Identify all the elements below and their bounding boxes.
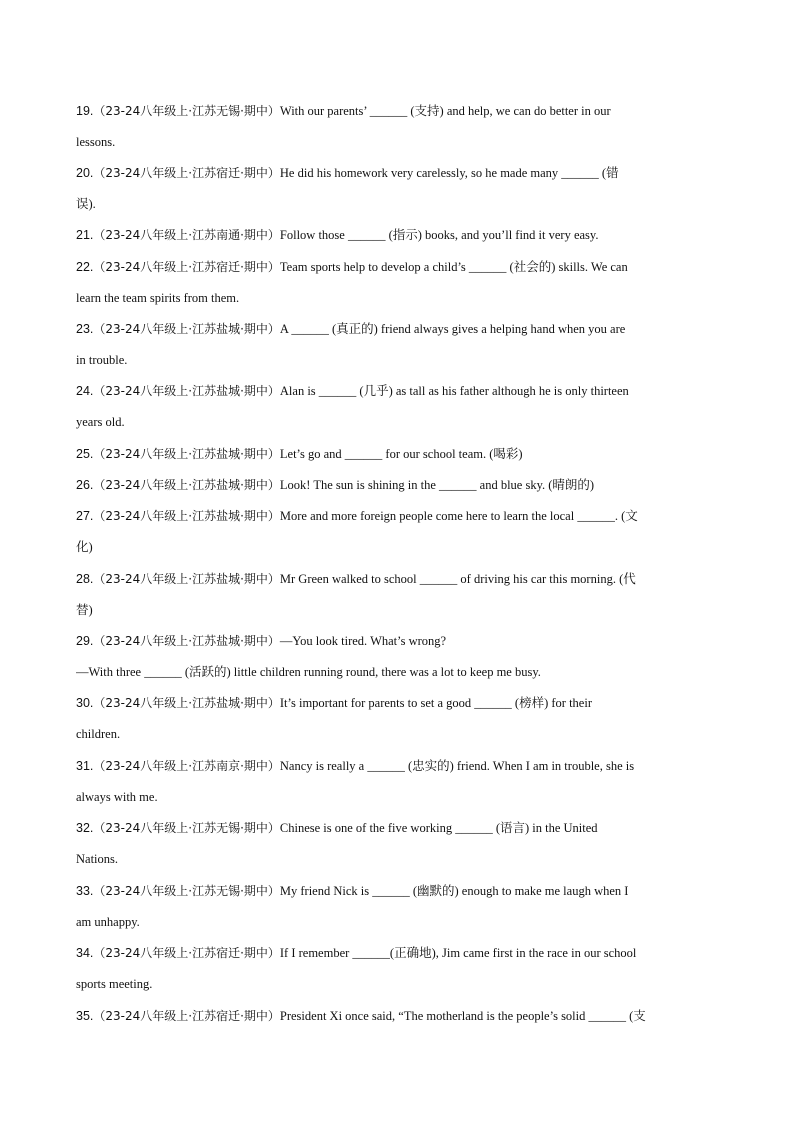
question-text: Team sports help to develop a child’s ______ (社会的) skills. We can [279, 260, 628, 274]
question-line: —With three ______ (活跃的) little children running round, there was a lot to keep me busy. [76, 665, 541, 679]
question-21 [76, 220, 720, 251]
question-27 [76, 501, 720, 563]
question-line [76, 220, 720, 251]
question-line: years old. [76, 415, 125, 429]
question-number: 23. [76, 322, 94, 336]
question-text: —You look tired. What’s wrong? [279, 634, 447, 648]
question-24 [76, 376, 720, 438]
question-25 [76, 439, 720, 470]
question-source: （23-24八年级上·江苏盐城·期中） [93, 634, 280, 648]
question-source: （23-24八年级上·江苏盐城·期中） [93, 447, 280, 461]
question-line: lessons. [76, 135, 116, 149]
question-text: Alan is ______ (几乎) as tall as his father although he is only thirteen [279, 384, 629, 398]
question-text: President Xi once said, “The motherland is the people’s solid ______ (支 [279, 1009, 646, 1023]
question-line: in trouble. [76, 353, 128, 367]
question-text: If I remember ______(正确地), Jim came first in the race in our school [279, 946, 637, 960]
question-line: am unhappy. [76, 915, 140, 929]
question-source: （23-24八年级上·江苏盐城·期中） [93, 509, 280, 523]
question-number: 24. [76, 384, 94, 398]
question-line: 误). [76, 197, 96, 211]
question-33 [76, 876, 720, 938]
question-source: （23-24八年级上·江苏盐城·期中） [93, 696, 280, 710]
question-line: 化) [76, 540, 93, 554]
question-29 [76, 626, 720, 688]
question-text: He did his homework very carelessly, so he made many ______ (错 [279, 166, 619, 180]
question-line [76, 470, 720, 501]
question-number: 34. [76, 946, 94, 960]
question-number: 20. [76, 166, 94, 180]
question-text: Look! The sun is shining in the ______ and blue sky. (晴朗的) [279, 478, 595, 492]
question-line [76, 876, 720, 907]
question-line [76, 564, 720, 595]
question-text: Mr Green walked to school ______ of driving his car this morning. (代 [279, 572, 636, 586]
question-line: children. [76, 727, 121, 741]
question-19 [76, 96, 720, 158]
question-line [76, 96, 720, 127]
question-source: （23-24八年级上·江苏无锡·期中） [93, 821, 280, 835]
question-line [76, 813, 720, 844]
question-source: （23-24八年级上·江苏无锡·期中） [93, 104, 280, 118]
question-34 [76, 938, 720, 1000]
question-source: （23-24八年级上·江苏宿迁·期中） [93, 166, 280, 180]
question-20 [76, 158, 720, 220]
question-text: More and more foreign people come here to learn the local ______. (文 [279, 509, 638, 523]
question-number: 19. [76, 104, 94, 118]
question-line [76, 252, 720, 283]
question-number: 31. [76, 759, 94, 773]
question-text: Chinese is one of the five working ______ (语言) in the United [279, 821, 598, 835]
question-line [76, 439, 720, 470]
question-text: It’s important for parents to set a good ______ (榜样) for their [279, 696, 592, 710]
question-source: （23-24八年级上·江苏无锡·期中） [93, 884, 280, 898]
question-line [76, 314, 720, 345]
question-text: Let’s go and ______ for our school team. (喝彩) [279, 447, 523, 461]
question-number: 35. [76, 1009, 94, 1023]
question-number: 33. [76, 884, 94, 898]
question-31 [76, 751, 720, 813]
question-number: 22. [76, 260, 94, 274]
question-line [76, 501, 720, 532]
question-line: 替) [76, 603, 93, 617]
question-source: （23-24八年级上·江苏盐城·期中） [93, 322, 280, 336]
question-source: （23-24八年级上·江苏南通·期中） [93, 228, 280, 242]
question-number: 21. [76, 228, 94, 242]
question-source: （23-24八年级上·江苏宿迁·期中） [93, 1009, 280, 1023]
question-text: Follow those ______ (指示) books, and you’ll find it very easy. [279, 228, 599, 242]
question-28 [76, 564, 720, 626]
question-text: My friend Nick is ______ (幽默的) enough to make me laugh when I [279, 884, 629, 898]
question-text: Nancy is really a ______ (忠实的) friend. When I am in trouble, she is [279, 759, 635, 773]
question-line: always with me. [76, 790, 158, 804]
question-number: 32. [76, 821, 94, 835]
question-number: 29. [76, 634, 94, 648]
question-text: A ______ (真正的) friend always gives a helping hand when you are [279, 322, 626, 336]
question-line [76, 626, 720, 657]
question-23 [76, 314, 720, 376]
question-line: Nations. [76, 852, 119, 866]
question-line [76, 158, 720, 189]
question-line [76, 751, 720, 782]
question-source: （23-24八年级上·江苏盐城·期中） [93, 572, 280, 586]
question-number: 25. [76, 447, 94, 461]
question-source: （23-24八年级上·江苏南京·期中） [93, 759, 280, 773]
question-line: sports meeting. [76, 977, 153, 991]
question-number: 30. [76, 696, 94, 710]
question-22 [76, 252, 720, 314]
question-number: 26. [76, 478, 94, 492]
question-line: learn the team spirits from them. [76, 291, 240, 305]
question-number: 28. [76, 572, 94, 586]
question-line [76, 376, 720, 407]
question-line [76, 938, 720, 969]
question-35 [76, 1001, 720, 1032]
question-source: （23-24八年级上·江苏宿迁·期中） [93, 946, 280, 960]
question-line [76, 688, 720, 719]
question-source: （23-24八年级上·江苏盐城·期中） [93, 384, 280, 398]
question-text: With our parents’ ______ (支持) and help, we can do better in our [279, 104, 611, 118]
question-32 [76, 813, 720, 875]
question-source: （23-24八年级上·江苏宿迁·期中） [93, 260, 280, 274]
question-30 [76, 688, 720, 750]
question-line [76, 1001, 720, 1032]
question-26 [76, 470, 720, 501]
question-source: （23-24八年级上·江苏盐城·期中） [93, 478, 280, 492]
question-number: 27. [76, 509, 94, 523]
